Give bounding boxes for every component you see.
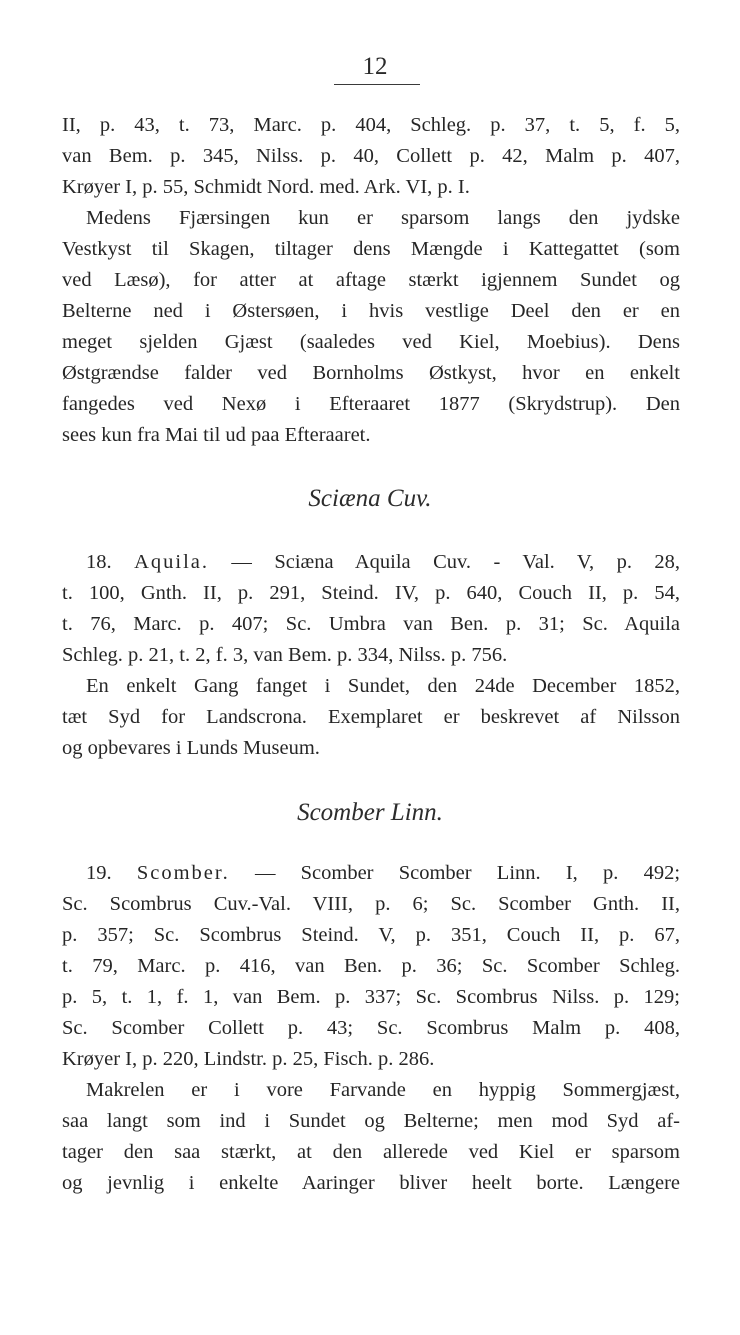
text-line: p. 5, t. 1, f. 1, van Bem. p. 337; Sc. Scombrus Nilss. p. 129; bbox=[62, 986, 680, 1008]
text-line: fangedes ved Nexø i Efteraaret 1877 (Skrydstrup). Den bbox=[62, 393, 680, 415]
entry-number: 18. bbox=[86, 551, 112, 573]
text-line: Krøyer I, p. 55, Schmidt Nord. med. Ark. VI, p. I. bbox=[62, 176, 470, 198]
text-line: sees kun fra Mai til ud paa Efteraaret. bbox=[62, 424, 371, 446]
text-line: og opbevares i Lunds Museum. bbox=[62, 737, 320, 759]
text-line: t. 76, Marc. p. 407; Sc. Umbra van Ben. p. 31; Sc. Aquila bbox=[62, 613, 680, 635]
species-name: Aquila. bbox=[134, 551, 209, 573]
text-line: Krøyer I, p. 220, Lindstr. p. 25, Fisch. p. 286. bbox=[62, 1048, 435, 1070]
text-line: Sc. Scomber Collett p. 43; Sc. Scombrus Malm p. 408, bbox=[62, 1017, 680, 1039]
text-line: ved Læsø), for atter at aftage stærkt igjennem Sundet og bbox=[62, 269, 680, 291]
text-line: Schleg. p. 21, t. 2, f. 3, van Bem. p. 334, Nilss. p. 756. bbox=[62, 644, 508, 666]
entry-first-line bbox=[86, 549, 680, 575]
text-line: Østgrændse falder ved Bornholms Østkyst, hvor en enkelt bbox=[62, 362, 680, 384]
genus-heading: Sciæna Cuv. bbox=[308, 485, 432, 512]
text-line: og jevnlig i enkelte Aaringer bliver heelt borte. Længere bbox=[62, 1172, 680, 1194]
text-line: t. 79, Marc. p. 416, van Ben. p. 36; Sc. Scomber Schleg. bbox=[62, 955, 680, 977]
text-line: van Bem. p. 345, Nilss. p. 40, Collett p. 42, Malm p. 407, bbox=[62, 145, 680, 167]
text-line: saa langt som ind i Sundet og Belterne; men mod Syd af- bbox=[62, 1110, 680, 1132]
text-line: II, p. 43, t. 73, Marc. p. 404, Schleg. p. 37, t. 5, f. 5, bbox=[62, 114, 680, 136]
entry-citation: — Scomber Scomber Linn. I, p. 492; bbox=[254, 862, 681, 884]
text-line: p. 357; Sc. Scombrus Steind. V, p. 351, Couch II, p. 67, bbox=[62, 924, 680, 946]
species-name: Scomber. bbox=[136, 862, 230, 884]
text-line: Vestkyst til Skagen, tiltager dens Mængde i Kattegattet (som bbox=[62, 238, 680, 260]
text-line: En enkelt Gang fanget i Sundet, den 24de December 1852, bbox=[86, 675, 680, 697]
genus-heading: Scomber Linn. bbox=[297, 799, 443, 826]
text-line: tæt Syd for Landscrona. Exemplaret er beskrevet af Nilsson bbox=[62, 706, 680, 728]
text-line: t. 100, Gnth. II, p. 291, Steind. IV, p. 640, Couch II, p. 54, bbox=[62, 582, 680, 604]
page-number: 12 bbox=[362, 53, 388, 80]
text-line: Makrelen er i vore Farvande en hyppig Sommergjæst, bbox=[86, 1079, 680, 1101]
text-line: tager den saa stærkt, at den allerede ved Kiel er sparsom bbox=[62, 1141, 680, 1163]
entry-first-line bbox=[86, 860, 680, 886]
page-number-rule bbox=[334, 84, 420, 85]
text-line: meget sjelden Gjæst (saaledes ved Kiel, Moebius). Dens bbox=[62, 331, 680, 353]
text-line: Medens Fjærsingen kun er sparsom langs den jydske bbox=[86, 207, 680, 229]
text-line: Belterne ned i Østersøen, i hvis vestlige Deel den er en bbox=[62, 300, 680, 322]
text-line: Sc. Scombrus Cuv.-Val. VIII, p. 6; Sc. Scomber Gnth. II, bbox=[62, 893, 680, 915]
entry-number: 19. bbox=[86, 862, 112, 884]
entry-citation: — Sciæna Aquila Cuv. - Val. V, p. 28, bbox=[231, 551, 681, 573]
